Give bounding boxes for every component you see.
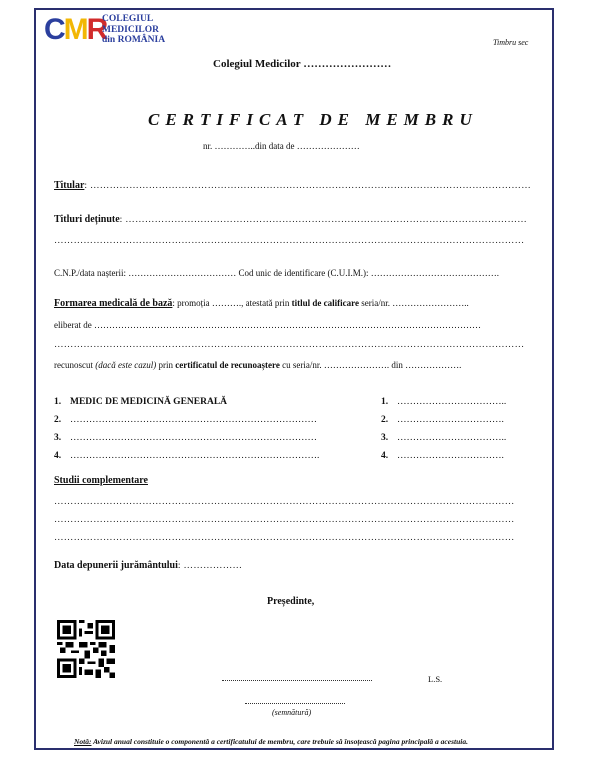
specialty-left-2: 2. ……………………………………………………………………: [54, 415, 317, 425]
logo-text: COLEGIUL MEDICILOR din ROMÂNIA: [102, 14, 166, 45]
formare-label: Formarea medicală de bază: [54, 298, 173, 309]
formare-dots: ………………………………………………………………………………………………………………………………: [54, 340, 525, 350]
studii-dots-2: ……………………………………………………………………………………………………………………………: [54, 515, 515, 525]
qr-code: [57, 620, 115, 678]
titular-row: Titular: ………………………………………………………………………………………………………………………: [54, 180, 532, 191]
specialty-left-1: 1. MEDIC DE MEDICINĂ GENERALĂ: [54, 397, 228, 407]
studii-label: Studii complementare: [54, 475, 148, 486]
signature-line-2: [245, 703, 345, 704]
presedinte-label: Președinte,: [267, 596, 315, 607]
cnp-line: C.N.P./data nașterii: ……………………………… Cod unic de identificare (C.U.I.M.): …………………………………….: [54, 268, 499, 278]
number-line: nr. …………..din data de …………………: [203, 141, 360, 151]
studii-dots-3: ……………………………………………………………………………………………………………………………: [54, 533, 515, 543]
semnatura-label: (semnătură): [272, 708, 312, 717]
specialty-right-4: 4. …………………………….: [381, 451, 504, 461]
studii-dots-1: ……………………………………………………………………………………………………………………………: [54, 497, 515, 507]
formare-row: Formarea medicală de bază: promoția ………., atestată prin titlul de calificare seria/nr. ……………………..: [54, 298, 469, 309]
titluri-label: Titluri deținute: [54, 214, 120, 225]
footer-note: Notă: Avizul anual constituie o componentă a certificatului de membru, care trebuie să însoțească pagina principală a acestuia.: [74, 737, 468, 746]
specialty-left-3: 3. ……………………………………………………………………: [54, 433, 317, 443]
college-line: Colegiul Medicilor ……………………: [213, 58, 392, 70]
titular-label: Titular: [54, 180, 85, 191]
data-juramant-label: Data depunerii jurământului: [54, 560, 178, 571]
specialty-right-2: 2. …………………………….: [381, 415, 504, 425]
specialty-right-3: 3. ……………………………..: [381, 433, 507, 443]
titluri-row: Titluri deținute: ……………………………………………………………………………………………………………: [54, 214, 528, 225]
recunoscut-line: recunoscut (dacă este cazul) prin certificatul de recunoaștere cu seria/nr. …………………. din ……………….: [54, 360, 462, 370]
stamp-label: Timbru sec: [493, 38, 529, 47]
cmr-logo: [44, 12, 174, 52]
document-title: CERTIFICAT DE MEMBRU: [148, 110, 478, 129]
ls-label: L.S.: [428, 674, 443, 684]
data-juramant-row: Data depunerii jurământului: ………………: [54, 560, 243, 571]
logo-mark: CMR: [44, 13, 107, 46]
specialty-right-1: 1. ……………………………..: [381, 397, 507, 407]
eliberat-line: eliberat de …………………………………………………………………………………………………………………: [54, 320, 481, 330]
signature-line: [222, 680, 372, 681]
titluri-dots: ………………………………………………………………………………………………………………………………: [54, 236, 525, 246]
specialty-left-4: 4. …………………………………………………………………….: [54, 451, 320, 461]
